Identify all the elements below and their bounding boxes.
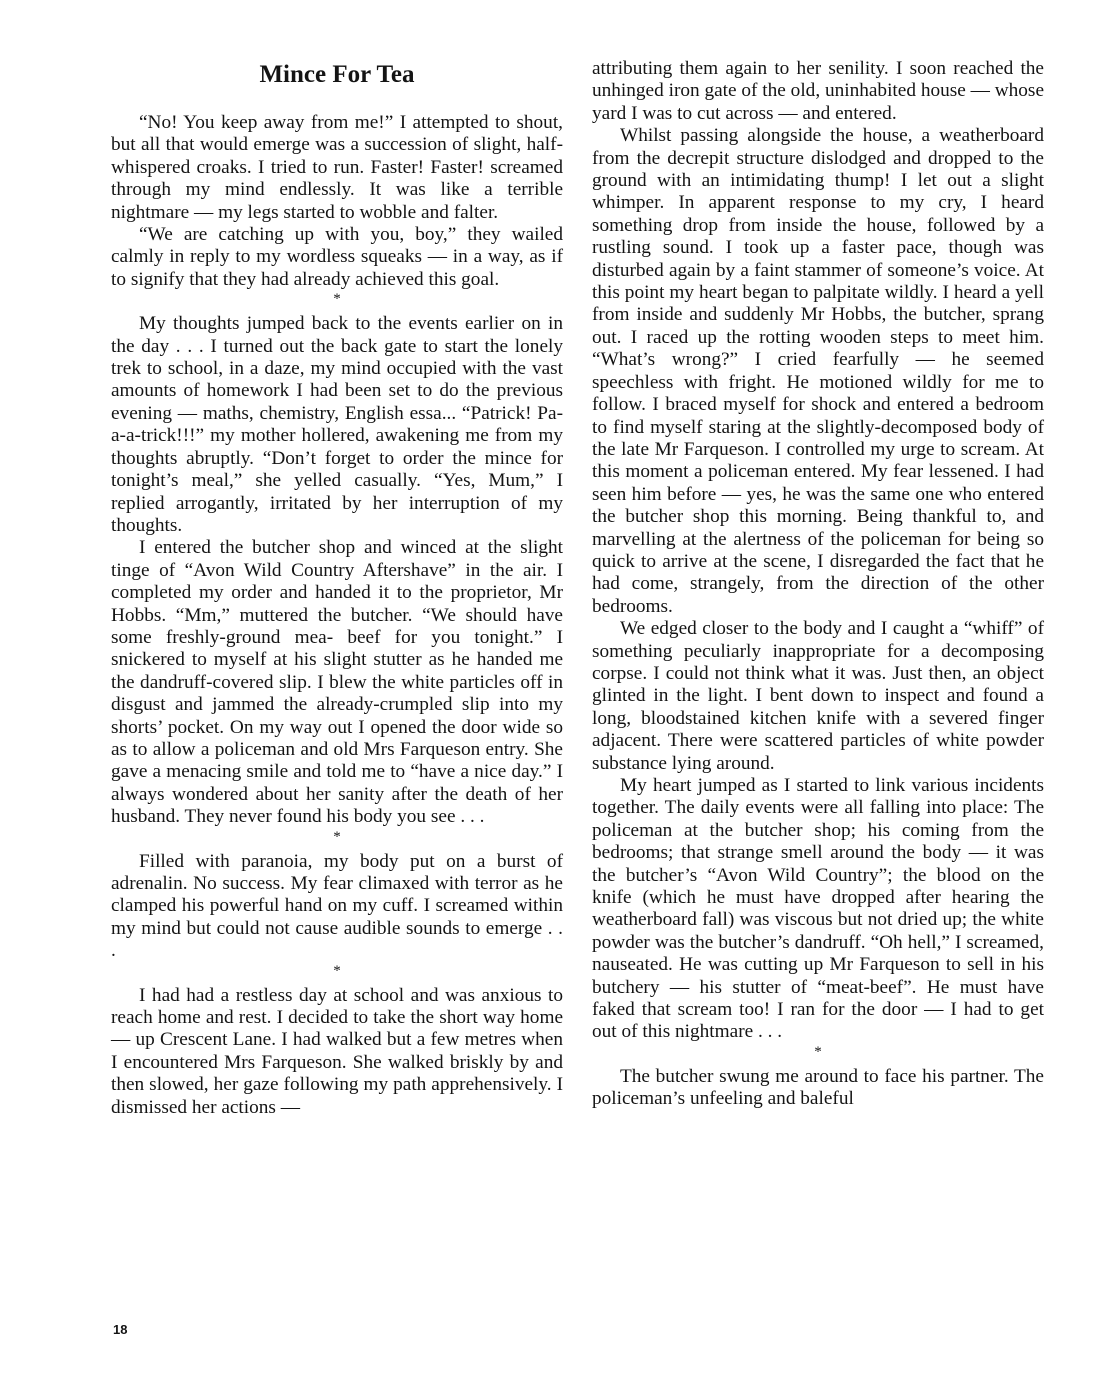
section-separator: * bbox=[333, 291, 341, 308]
left-column bbox=[111, 58, 563, 1119]
paragraph: We edged closer to the body and I caught a “whiff” of something peculiarly inappropriate for a decomposing corpse. I could not think what it was. Just then, an object glinted in the light. I bent down to inspect and found a long, bloodstained kitchen knife with a severed finger adjacent. There were scattered particles of white powder substance lying around. bbox=[592, 618, 1044, 774]
paragraph: My heart jumped as I started to link various incidents together. The daily events were all falling into place: The policeman at the butcher shop; his coming from the bedrooms; that strange smell around the body — it was the butcher’s “Avon Wild Country”; the blood on the knife (which he must have dropped after hearing the weatherboard fall) was viscous but not dried up; the white powder was the butcher’s dandruff. “Oh hell,” I screamed, nauseated. He was cutting up Mr Farqueson to sell in his butchery — his stutter of “meat-beef”. He must have faked that scream too! I ran for the door — I had to get out of this nightmare . . . bbox=[592, 775, 1044, 1043]
paragraph: “We are catching up with you, boy,” they wailed calmly in reply to my wordless squeaks — in a way, as if to signify that they had already achieved this goal. bbox=[111, 224, 563, 290]
paragraph: I entered the butcher shop and winced at the slight tinge of “Avon Wild Country Aftershave” in the air. I completed my order and handed it to the proprietor, Mr Hobbs. “Mm,” muttered the butcher. “We should have some freshly-ground mea- beef for you tonight.” I snickered to myself at his slight stutter as he handed me the dandruff-covered slip. I blew the white particles off in disgust and jammed the already-crumpled slip into my shorts’ pocket. On my way out I opened the door wide so as to allow a policeman and old Mrs Farqueson entry. She gave a menacing smile and told me to “have a nice day.” I always wondered about her sanity after the death of her husband. They never found his body you see . . . bbox=[111, 537, 563, 828]
paragraph: “No! You keep away from me!” I attempted to shout, but all that would emerge was a succession of slight, half-whispered croaks. I tried to run. Faster! Faster! screamed through my mind endlessly. It was like a terrible nightmare — my legs started to wobble and falter. bbox=[111, 112, 563, 223]
page-number: 18 bbox=[113, 1322, 128, 1337]
paragraph: The butcher swung me around to face his partner. The policeman’s unfeeling and baleful bbox=[592, 1065, 1044, 1110]
paragraph: I had had a restless day at school and was anxious to reach home and rest. I decided to take the short way home — up Crescent Lane. I had walked but a few metres when I encountered Mrs Farqueson. She walked briskly by and then slowed, her gaze following my path apprehensively. I dismissed her actions — bbox=[111, 984, 563, 1118]
paragraph: My thoughts jumped back to the events earlier on in the day . . . I turned out the back gate to start the lonely trek to school, in a daze, my mind occupied with the vast amounts of homework I had been set to do the previous evening — maths, chemistry, English essa... “Patrick! Pa-a-a-trick!!!” my mother hollered, awakening me from my thoughts abruptly. “Don’t forget to order the mince for tonight’s meal,” she yelled casually. “Yes, Mum,” I replied arrogantly, irritated by her interruption of my thoughts. bbox=[111, 313, 563, 536]
section-separator: * bbox=[333, 828, 341, 845]
section-separator: * bbox=[814, 1043, 822, 1060]
paragraph: Filled with paranoia, my body put on a burst of adrenalin. No success. My fear climaxed with terror as he clamped his powerful hand on my cuff. I screamed within my mind but could not cause audible sounds to emerge . . . bbox=[111, 850, 563, 962]
paragraph: Whilst passing alongside the house, a weatherboard from the decrepit structure dislodged and dropped to the ground with an intimidating thump! I let out a slight whimper. In apparent response to my cry, I heard something drop from inside the house, followed by a rustling sound. I took up a faster pace, though was disturbed again by a faint stammer of someone’s voice. At this point my heart began to palpitate wildly. I heard a yell from inside and suddenly Mr Hobbs, the butcher, sprang out. I raced up the rotting wooden steps to meet him. “What’s wrong?” I cried fearfully — he seemed speechless with fright. He motioned wildly for me to follow. I braced myself for shock and entered a bedroom to find myself staring at the slightly-decomposed body of the late Mr Farqueson. I controlled my urge to scream. At this moment a policeman entered. My fear lessened. I had seen him before — yes, he was the same one who entered the butcher shop this morning. Being thankful to, and marvelling at the alertness of the policeman for being so quick to arrive at the scene, I disregarded the fact that he had come, strangely, from the direction of the other bedrooms. bbox=[592, 125, 1044, 617]
paragraph: attributing them again to her senility. I soon reached the unhinged iron gate of the old, uninhabited house — whose yard I was to cut across — and entered. bbox=[592, 58, 1044, 124]
section-separator: * bbox=[333, 962, 341, 979]
story-title: Mince For Tea bbox=[259, 61, 415, 88]
right-column bbox=[592, 58, 1044, 1111]
